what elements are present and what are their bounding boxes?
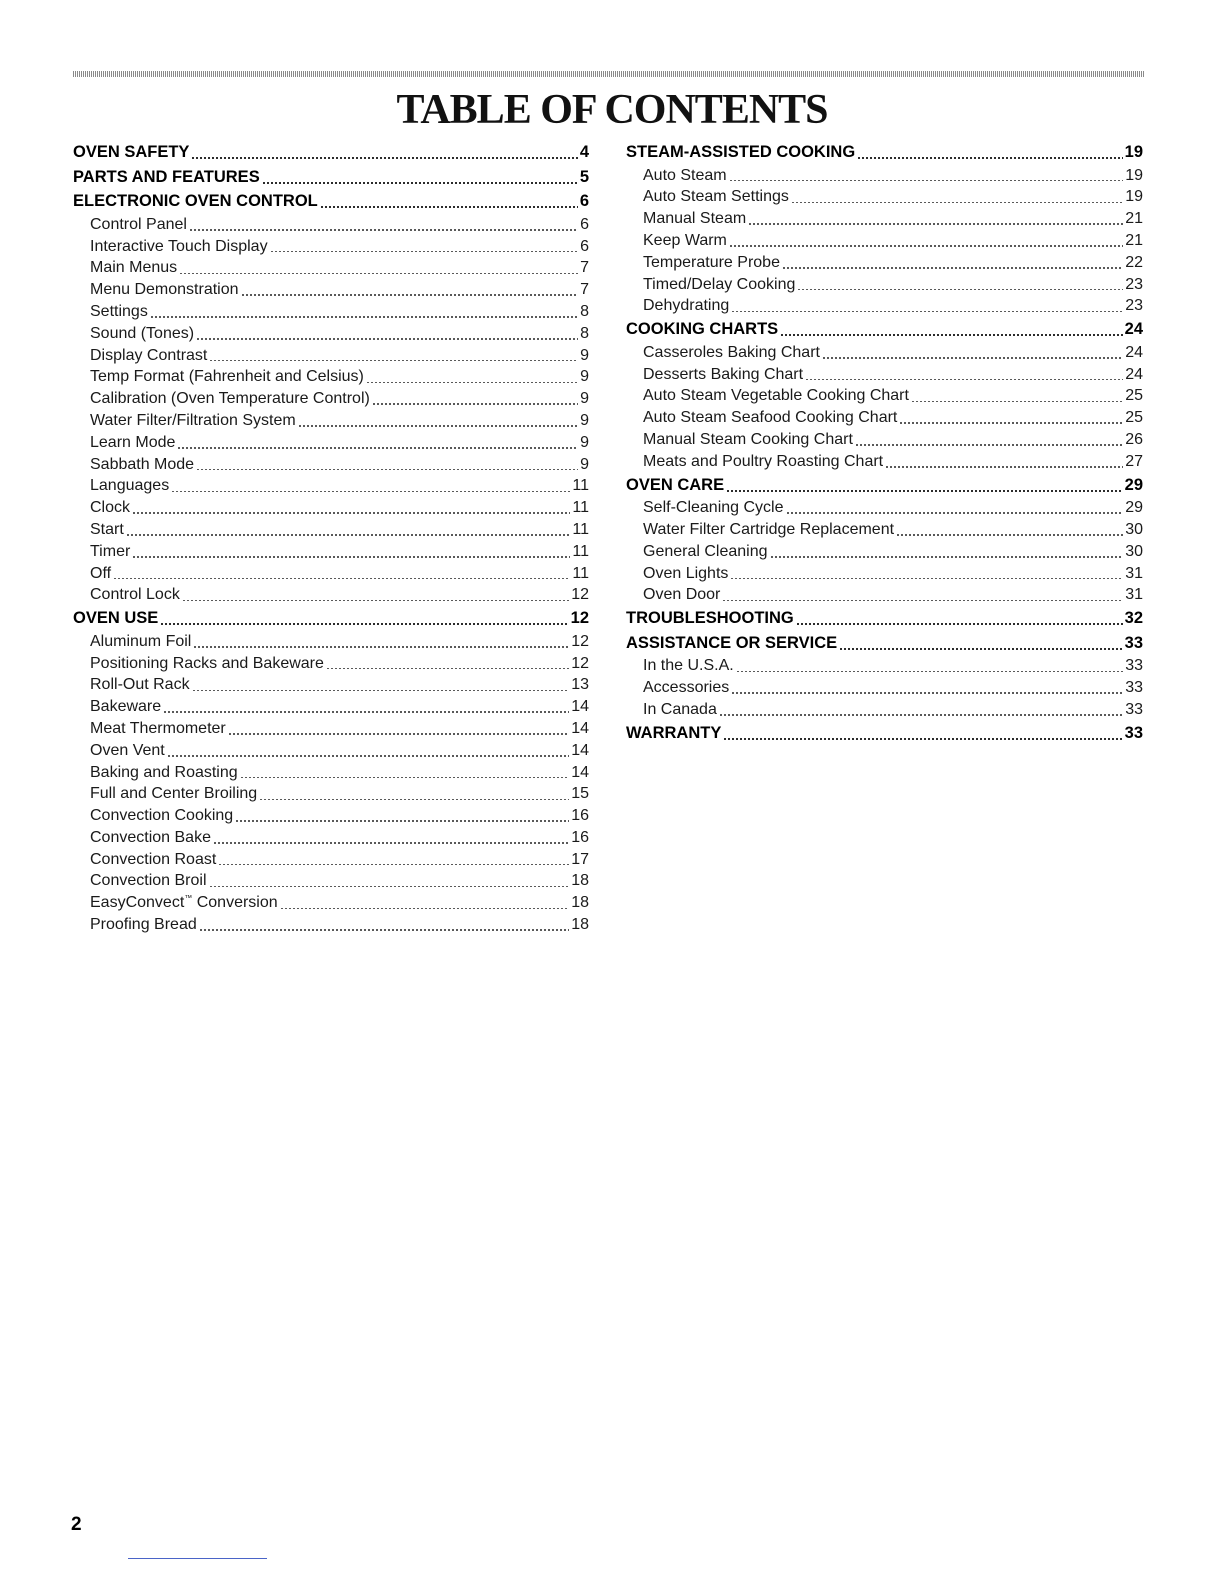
toc-entry-title: Meat Thermometer [90, 719, 226, 737]
footer-link-line [128, 1558, 267, 1559]
toc-entry-title: Learn Mode [90, 433, 176, 451]
dot-leader [262, 182, 578, 184]
toc-entry-title: Settings [90, 302, 148, 320]
dot-leader [896, 534, 1123, 536]
dot-leader [132, 556, 570, 558]
toc-entry[interactable] [626, 165, 1143, 187]
toc-entry[interactable] [626, 186, 1143, 208]
toc-page-number: 5 [579, 167, 589, 186]
trademark-symbol: ™ [184, 893, 193, 903]
toc-left-column [73, 140, 589, 936]
toc-entry[interactable] [73, 257, 589, 279]
dot-leader [770, 556, 1124, 558]
dot-leader [191, 157, 577, 159]
dot-leader [199, 929, 569, 931]
toc-page-number: 21 [1125, 210, 1143, 228]
toc-page-number: 14 [571, 741, 589, 759]
toc-entry[interactable] [73, 301, 589, 323]
toc-page-number: 16 [571, 807, 589, 825]
toc-page-number: 7 [580, 259, 589, 277]
dot-leader [179, 273, 578, 275]
toc-section-heading[interactable] [626, 473, 1143, 498]
toc-entry-title: Convection Broil [90, 872, 207, 890]
toc-section-heading[interactable] [626, 721, 1143, 746]
dot-leader [730, 578, 1123, 580]
dot-leader [729, 245, 1123, 247]
toc-page-number: 11 [572, 499, 589, 517]
toc-entry-title: ELECTRONIC OVEN CONTROL [73, 192, 318, 211]
toc-entry[interactable] [73, 762, 589, 784]
toc-entry-title: Water Filter Cartridge Replacement [643, 520, 895, 538]
toc-entry[interactable] [626, 541, 1143, 563]
toc-page-number: 9 [580, 368, 589, 386]
toc-entry[interactable] [73, 827, 589, 849]
dot-leader [911, 401, 1123, 403]
dot-leader [193, 646, 569, 648]
toc-section-heading[interactable] [73, 140, 589, 165]
toc-entry-title: WARRANTY [626, 723, 722, 742]
toc-page-number: 30 [1125, 520, 1143, 538]
toc-entry-title: Auto Steam Vegetable Cooking Chart [643, 387, 909, 405]
dot-leader [822, 357, 1123, 359]
dot-leader [240, 777, 570, 779]
toc-page-number: 12 [571, 632, 589, 650]
toc-page-number: 18 [571, 894, 589, 912]
dot-leader [126, 534, 571, 536]
toc-page-number: 9 [580, 433, 589, 451]
toc-page-number: 14 [571, 719, 589, 737]
toc-entry[interactable] [73, 475, 589, 497]
toc-page-number: 14 [571, 763, 589, 781]
toc-page-number: 18 [571, 872, 589, 890]
toc-entry-title: Sound (Tones) [90, 324, 195, 342]
dot-leader [280, 908, 570, 910]
dot-leader [786, 512, 1124, 514]
toc-page-number: 19 [1124, 143, 1143, 161]
header-rule [73, 71, 1144, 77]
dot-leader [259, 799, 569, 801]
toc-page-number: 12 [571, 654, 589, 672]
toc-entry[interactable] [73, 519, 589, 541]
toc-entry-title: Roll-Out Rack [90, 676, 190, 694]
toc-entry-title: Auto Steam Seafood Cooking Chart [643, 409, 898, 427]
dot-leader [839, 648, 1122, 650]
toc-entry-title: Positioning Racks and Bakeware [90, 654, 324, 672]
dot-leader [163, 711, 569, 713]
toc-entry-title: STEAM-ASSISTED COOKING [626, 143, 856, 161]
page-number: 2 [71, 1514, 82, 1535]
toc-page-number: 11 [572, 520, 589, 538]
toc-page-number: 30 [1125, 542, 1143, 560]
toc-page-number: 6 [580, 237, 589, 255]
page-title: TABLE OF CONTENTS [396, 87, 828, 133]
toc-entry[interactable] [626, 208, 1143, 230]
dot-leader [723, 738, 1122, 740]
toc-entry-title: Languages [90, 477, 170, 495]
toc-page-number: 33 [1124, 633, 1143, 652]
toc-page-number: 9 [580, 390, 589, 408]
dot-leader [171, 491, 570, 493]
toc-entry-title: Main Menus [90, 259, 178, 277]
toc-page-number: 13 [571, 676, 589, 694]
toc-section-heading[interactable] [73, 606, 589, 631]
toc-entry-title: OVEN CARE [626, 475, 725, 494]
toc-entry-title: Full and Center Broiling [90, 785, 258, 803]
toc-entry-title: Timer [90, 542, 131, 560]
toc-page-number: 11 [572, 564, 589, 582]
dot-leader [150, 316, 578, 318]
toc-entry[interactable] [626, 295, 1143, 317]
toc-entry-title: Accessories [643, 679, 730, 697]
toc-page-number: 27 [1125, 452, 1143, 470]
dot-leader [228, 733, 569, 735]
toc-entry-title: Clock [90, 499, 131, 517]
dot-leader [213, 842, 569, 844]
toc-entry-title: ASSISTANCE OR SERVICE [626, 633, 838, 652]
toc-page-number: 6 [579, 192, 589, 211]
dot-leader [235, 820, 569, 822]
toc-page-number: 33 [1125, 679, 1143, 697]
toc-entry[interactable] [626, 274, 1143, 296]
toc-entry-title: Timed/Delay Cooking [643, 275, 796, 293]
dot-leader [196, 469, 578, 471]
toc-page-number: 23 [1125, 297, 1143, 315]
toc-page-number: 33 [1124, 723, 1143, 742]
toc-entry[interactable] [626, 563, 1143, 585]
toc-entry-title: In the U.S.A. [643, 657, 734, 675]
toc-page-number: 8 [580, 302, 589, 320]
toc-entry-title: OVEN USE [73, 609, 159, 628]
toc-entry[interactable] [626, 497, 1143, 519]
toc-entry-title: Proofing Bread [90, 916, 197, 934]
dot-leader [160, 623, 568, 625]
toc-entry-title: Auto Steam [643, 166, 727, 184]
toc-page-number: 8 [580, 324, 589, 342]
toc-page-number: 9 [580, 346, 589, 364]
toc-page-number: 21 [1125, 231, 1143, 249]
toc-page-number: 16 [571, 828, 589, 846]
dot-leader [326, 668, 569, 670]
toc-entry-title: General Cleaning [643, 542, 768, 560]
toc-page-number: 31 [1125, 586, 1143, 604]
toc-entry[interactable] [73, 236, 589, 258]
toc-entry[interactable] [73, 345, 589, 367]
toc-page-number: 24 [1125, 365, 1143, 383]
toc-entry[interactable] [73, 631, 589, 653]
toc-page-number: 9 [580, 455, 589, 473]
toc-entry-title: Start [90, 520, 124, 538]
toc-entry[interactable] [73, 541, 589, 563]
dot-leader [189, 229, 578, 231]
toc-page-number: 22 [1125, 253, 1143, 271]
toc-page-number: 29 [1124, 475, 1143, 494]
dot-leader [748, 223, 1123, 225]
toc-entry-title: PARTS AND FEATURES [73, 167, 260, 186]
toc-entry[interactable] [626, 252, 1143, 274]
toc-entry-title: Sabbath Mode [90, 455, 195, 473]
dot-leader [782, 267, 1123, 269]
toc-entry[interactable] [73, 696, 589, 718]
toc-entry[interactable] [73, 740, 589, 762]
dot-leader [182, 600, 569, 602]
toc-entry-title: Casseroles Baking Chart [643, 343, 820, 361]
toc-page-number: 26 [1125, 430, 1143, 448]
toc-page-number: 6 [580, 215, 589, 233]
toc-section-heading[interactable] [626, 631, 1143, 656]
toc-entry[interactable] [73, 892, 589, 914]
toc-entry-title: Menu Demonstration [90, 281, 239, 299]
dot-leader [218, 864, 569, 866]
toc-entry-title: Meats and Poultry Roasting Chart [643, 452, 884, 470]
toc-entry[interactable] [626, 677, 1143, 699]
dot-leader [797, 289, 1123, 291]
dot-leader [209, 886, 570, 888]
toc-page-number: 11 [572, 542, 589, 560]
dot-leader [731, 692, 1123, 694]
dot-leader [796, 623, 1123, 625]
toc-entry[interactable] [73, 914, 589, 936]
toc-entry-title: Temp Format (Fahrenheit and Celsius) [90, 368, 364, 386]
toc-entry[interactable] [73, 674, 589, 696]
toc-entry[interactable] [73, 563, 589, 585]
toc-page-number: 31 [1125, 564, 1143, 582]
dot-leader [167, 755, 569, 757]
toc-entry[interactable] [73, 653, 589, 675]
toc-entry[interactable] [73, 323, 589, 345]
dot-leader [270, 251, 579, 253]
toc-entry[interactable] [626, 364, 1143, 386]
toc-entry-title: OVEN SAFETY [73, 143, 190, 161]
toc-page-number: 29 [1125, 499, 1143, 517]
toc-entry-title: Oven Vent [90, 741, 165, 759]
toc-entry-title: Auto Steam Settings [643, 188, 789, 206]
dot-leader [791, 202, 1123, 204]
dot-leader [899, 422, 1123, 424]
dot-leader [113, 578, 570, 580]
toc-entry-title: Interactive Touch Display [90, 237, 268, 255]
toc-section-heading[interactable] [626, 317, 1143, 342]
dot-leader [722, 600, 1123, 602]
dot-leader [805, 379, 1123, 381]
toc-page-number: 24 [1125, 343, 1143, 361]
dot-leader [320, 206, 578, 208]
toc-entry[interactable] [73, 214, 589, 236]
dot-leader [192, 690, 570, 692]
dot-leader [736, 671, 1123, 673]
toc-entry[interactable] [626, 699, 1143, 721]
toc-page-number: 23 [1125, 275, 1143, 293]
toc-section-heading[interactable] [626, 606, 1143, 631]
dot-leader [209, 360, 578, 362]
toc-entry[interactable] [626, 519, 1143, 541]
toc-page-number: 33 [1125, 657, 1143, 675]
dot-leader [857, 157, 1122, 159]
dot-leader [729, 180, 1124, 182]
toc-entry[interactable] [73, 454, 589, 476]
toc-entry-title: Convection Bake [90, 828, 211, 846]
dot-leader [719, 714, 1123, 716]
toc-page-number: 33 [1125, 700, 1143, 718]
toc-entry-title: In Canada [643, 700, 717, 718]
toc-entry-title: Temperature Probe [643, 253, 780, 271]
toc-page-number: 17 [571, 850, 589, 868]
toc-entry-title: Control Panel [90, 215, 187, 233]
dot-leader [241, 294, 579, 296]
toc-entry-title: Self-Cleaning Cycle [643, 499, 784, 517]
toc-page-number: 25 [1125, 387, 1143, 405]
toc-entry-title: Keep Warm [643, 231, 727, 249]
toc-page-number: 32 [1124, 609, 1143, 628]
toc-entry[interactable] [73, 783, 589, 805]
toc-page-number: 18 [571, 916, 589, 934]
toc-entry[interactable] [73, 410, 589, 432]
toc-entry-title: Off [90, 564, 112, 582]
toc-entry-title: Oven Door [643, 586, 721, 604]
toc-entry[interactable] [626, 342, 1143, 364]
toc-page-number: 9 [580, 411, 589, 429]
toc-page-number: 12 [570, 609, 589, 628]
toc-entry[interactable] [73, 497, 589, 519]
toc-section-heading[interactable] [73, 165, 589, 190]
toc-page-number: 4 [579, 143, 589, 161]
toc-entry[interactable] [73, 388, 589, 410]
dot-leader [366, 382, 578, 384]
toc-page-number: 12 [571, 586, 589, 604]
toc-entry-title: Manual Steam Cooking Chart [643, 430, 853, 448]
toc-entry[interactable] [626, 451, 1143, 473]
dot-leader [885, 466, 1123, 468]
toc-entry-title: Display Contrast [90, 346, 208, 364]
toc-entry[interactable] [73, 870, 589, 892]
dot-leader [855, 444, 1123, 446]
dot-leader [780, 334, 1122, 336]
toc-entry-title: Baking and Roasting [90, 763, 238, 781]
toc-entry-title: Desserts Baking Chart [643, 365, 804, 383]
toc-entry[interactable] [73, 584, 589, 606]
toc-page-number: 7 [580, 281, 589, 299]
dot-leader [132, 512, 570, 514]
toc-entry[interactable] [73, 718, 589, 740]
toc-entry-title: TROUBLESHOOTING [626, 609, 794, 628]
toc-entry-title: Water Filter/Filtration System [90, 411, 296, 429]
toc-entry-title: EasyConvect™ Conversion [90, 893, 278, 912]
toc-section-heading[interactable] [626, 140, 1143, 165]
toc-entry[interactable] [626, 230, 1143, 252]
toc-entry[interactable] [626, 655, 1143, 677]
toc-entry-title: Calibration (Oven Temperature Control) [90, 390, 370, 408]
toc-entry[interactable] [73, 432, 589, 454]
dot-leader [298, 425, 578, 427]
toc-section-heading[interactable] [73, 189, 589, 214]
toc-entry-title: COOKING CHARTS [626, 320, 779, 339]
toc-page-number: 15 [571, 785, 589, 803]
toc-page-number: 25 [1125, 409, 1143, 427]
toc-entry[interactable] [73, 366, 589, 388]
toc-page-number: 19 [1125, 166, 1143, 184]
toc-page-number: 14 [571, 698, 589, 716]
toc-entry-title: Aluminum Foil [90, 632, 192, 650]
toc-entry-title: Bakeware [90, 698, 162, 716]
dot-leader [726, 490, 1123, 492]
toc-entry[interactable] [73, 279, 589, 301]
toc-right-column [626, 140, 1143, 745]
toc-page-number: 24 [1124, 320, 1143, 339]
toc-entry[interactable] [73, 849, 589, 871]
toc-entry[interactable] [626, 407, 1143, 429]
toc-page-number: 11 [572, 477, 589, 495]
toc-entry-title: Control Lock [90, 586, 180, 604]
toc-entry-title: Dehydrating [643, 297, 730, 315]
dot-leader [177, 447, 578, 449]
toc-page-number: 19 [1125, 188, 1143, 206]
toc-entry[interactable] [626, 584, 1143, 606]
toc-entry[interactable] [626, 385, 1143, 407]
toc-entry[interactable] [626, 429, 1143, 451]
toc-entry-title: Convection Roast [90, 850, 217, 868]
toc-entry[interactable] [73, 805, 589, 827]
toc-entry-title: Oven Lights [643, 564, 729, 582]
dot-leader [731, 311, 1123, 313]
toc-entry-title: Manual Steam [643, 210, 747, 228]
toc-entry-title: Convection Cooking [90, 807, 234, 825]
dot-leader [372, 403, 578, 405]
dot-leader [196, 338, 578, 340]
